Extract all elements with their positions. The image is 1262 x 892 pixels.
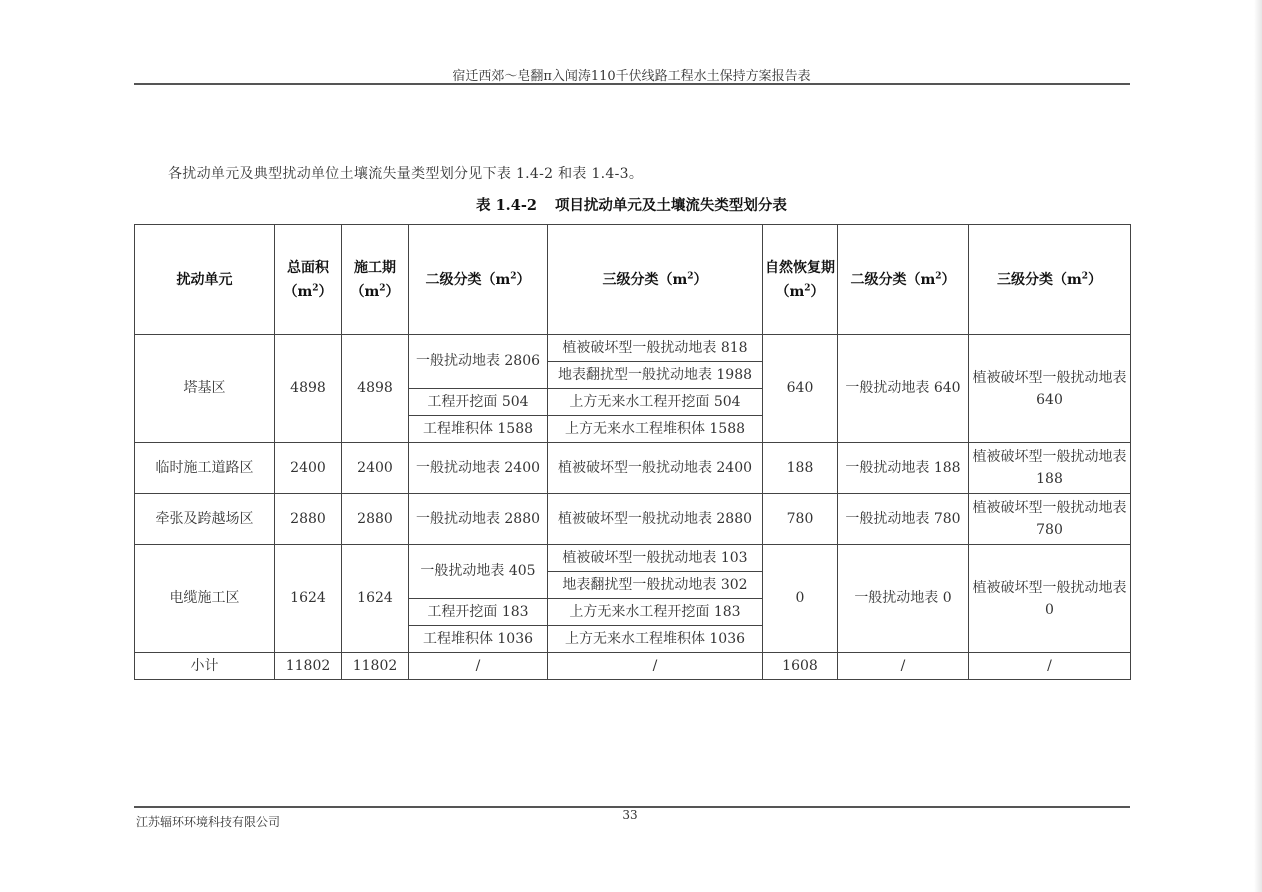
cell-level3: 植被破坏型一般扰动地表 818 bbox=[548, 335, 763, 362]
intro-paragraph: 各扰动单元及典型扰动单位土壤流失量类型划分见下表 1.4-2 和表 1.4-3。 bbox=[168, 166, 644, 182]
cell-level2: 一般扰动地表 2400 bbox=[409, 443, 548, 494]
cell-level2: 工程堆积体 1036 bbox=[409, 626, 548, 653]
cell-subtotal-level2: / bbox=[409, 653, 548, 680]
table-header-row bbox=[135, 225, 1131, 335]
cell-level3: 上方无来水工程开挖面 183 bbox=[548, 599, 763, 626]
table-row bbox=[135, 545, 1131, 572]
cell-natural-level2: 一般扰动地表 188 bbox=[838, 443, 969, 494]
cell-natural-level3: 植被破坏型一般扰动地表 640 bbox=[969, 335, 1131, 443]
header-natural-level2: 二级分类$(m^2)$ bbox=[838, 225, 969, 335]
cell-natural-level2: 一般扰动地表 780 bbox=[838, 494, 969, 545]
header-total-area: 总面积 $(m^2)$ bbox=[275, 225, 342, 335]
header-unit: 扰动单元 bbox=[135, 225, 275, 335]
cell-natural-level3: 植被破坏型一般扰动地表 188 bbox=[969, 443, 1131, 494]
footer-company: 江苏辐环环境科技有限公司 bbox=[136, 815, 281, 829]
cell-natural: 640 bbox=[763, 335, 838, 443]
cell-natural-level3: 植被破坏型一般扰动地表 0 bbox=[969, 545, 1131, 653]
header-level3: 三级分类$(m^2)$ bbox=[548, 225, 763, 335]
cell-unit: 塔基区 bbox=[135, 335, 275, 443]
cell-level3: 植被破坏型一般扰动地表 2400 bbox=[548, 443, 763, 494]
cell-subtotal-natural: 1608 bbox=[763, 653, 838, 680]
table-caption-number: 表 1.4-2 bbox=[476, 197, 537, 214]
table-row bbox=[135, 335, 1131, 362]
cell-total: 2880 bbox=[275, 494, 342, 545]
cell-unit: 电缆施工区 bbox=[135, 545, 275, 653]
cell-construction: 4898 bbox=[342, 335, 409, 443]
cell-subtotal-natural-level2: / bbox=[838, 653, 969, 680]
header-construction: 施工期 $(m^2)$ bbox=[342, 225, 409, 335]
cell-subtotal-natural-level3: / bbox=[969, 653, 1131, 680]
cell-level3: 地表翻扰型一般扰动地表 1988 bbox=[548, 362, 763, 389]
table-caption-title: 项目扰动单元及土壤流失类型划分表 bbox=[554, 197, 787, 214]
cell-unit: 临时施工道路区 bbox=[135, 443, 275, 494]
cell-construction: 2880 bbox=[342, 494, 409, 545]
page-number: 33 bbox=[622, 808, 638, 822]
cell-natural-level3: 植被破坏型一般扰动地表 780 bbox=[969, 494, 1131, 545]
cell-level3: 上方无来水工程开挖面 504 bbox=[548, 389, 763, 416]
header-level2: 二级分类$(m^2)$ bbox=[409, 225, 548, 335]
cell-level3: 地表翻扰型一般扰动地表 302 bbox=[548, 572, 763, 599]
subtotal-row bbox=[135, 653, 1131, 680]
table-row bbox=[135, 443, 1131, 494]
cell-construction: 2400 bbox=[342, 443, 409, 494]
cell-unit: 牵张及跨越场区 bbox=[135, 494, 275, 545]
disturbance-classification-table bbox=[134, 224, 1131, 680]
page-edge-shadow bbox=[1254, 0, 1262, 892]
cell-natural: 188 bbox=[763, 443, 838, 494]
cell-subtotal-total: 11802 bbox=[275, 653, 342, 680]
cell-level3: 上方无来水工程堆积体 1036 bbox=[548, 626, 763, 653]
cell-construction: 1624 bbox=[342, 545, 409, 653]
cell-level2: 一般扰动地表 2880 bbox=[409, 494, 548, 545]
cell-level2: 工程开挖面 504 bbox=[409, 389, 548, 416]
cell-level2: 工程开挖面 183 bbox=[409, 599, 548, 626]
cell-level3: 植被破坏型一般扰动地表 103 bbox=[548, 545, 763, 572]
cell-level3: 植被破坏型一般扰动地表 2880 bbox=[548, 494, 763, 545]
cell-total: 4898 bbox=[275, 335, 342, 443]
cell-subtotal-construction: 11802 bbox=[342, 653, 409, 680]
header-natural-level3: 三级分类$(m^2)$ bbox=[969, 225, 1131, 335]
cell-total: 2400 bbox=[275, 443, 342, 494]
cell-subtotal-label: 小计 bbox=[135, 653, 275, 680]
cell-level2: 一般扰动地表 405 bbox=[409, 545, 548, 599]
header-rule bbox=[134, 83, 1130, 85]
cell-level3: 上方无来水工程堆积体 1588 bbox=[548, 416, 763, 443]
cell-subtotal-level3: / bbox=[548, 653, 763, 680]
cell-total: 1624 bbox=[275, 545, 342, 653]
cell-level2: 一般扰动地表 2806 bbox=[409, 335, 548, 389]
cell-level2: 工程堆积体 1588 bbox=[409, 416, 548, 443]
table-caption bbox=[134, 194, 1129, 215]
cell-natural-level2: 一般扰动地表 0 bbox=[838, 545, 969, 653]
cell-natural: 0 bbox=[763, 545, 838, 653]
table-row bbox=[135, 494, 1131, 545]
cell-natural: 780 bbox=[763, 494, 838, 545]
header-natural: 自然恢复期$(m^2)$ bbox=[763, 225, 838, 335]
document-header-title: 宿迁西郊～皂翻π入闻涛110千伏线路工程水土保持方案报告表 bbox=[452, 69, 811, 84]
cell-natural-level2: 一般扰动地表 640 bbox=[838, 335, 969, 443]
